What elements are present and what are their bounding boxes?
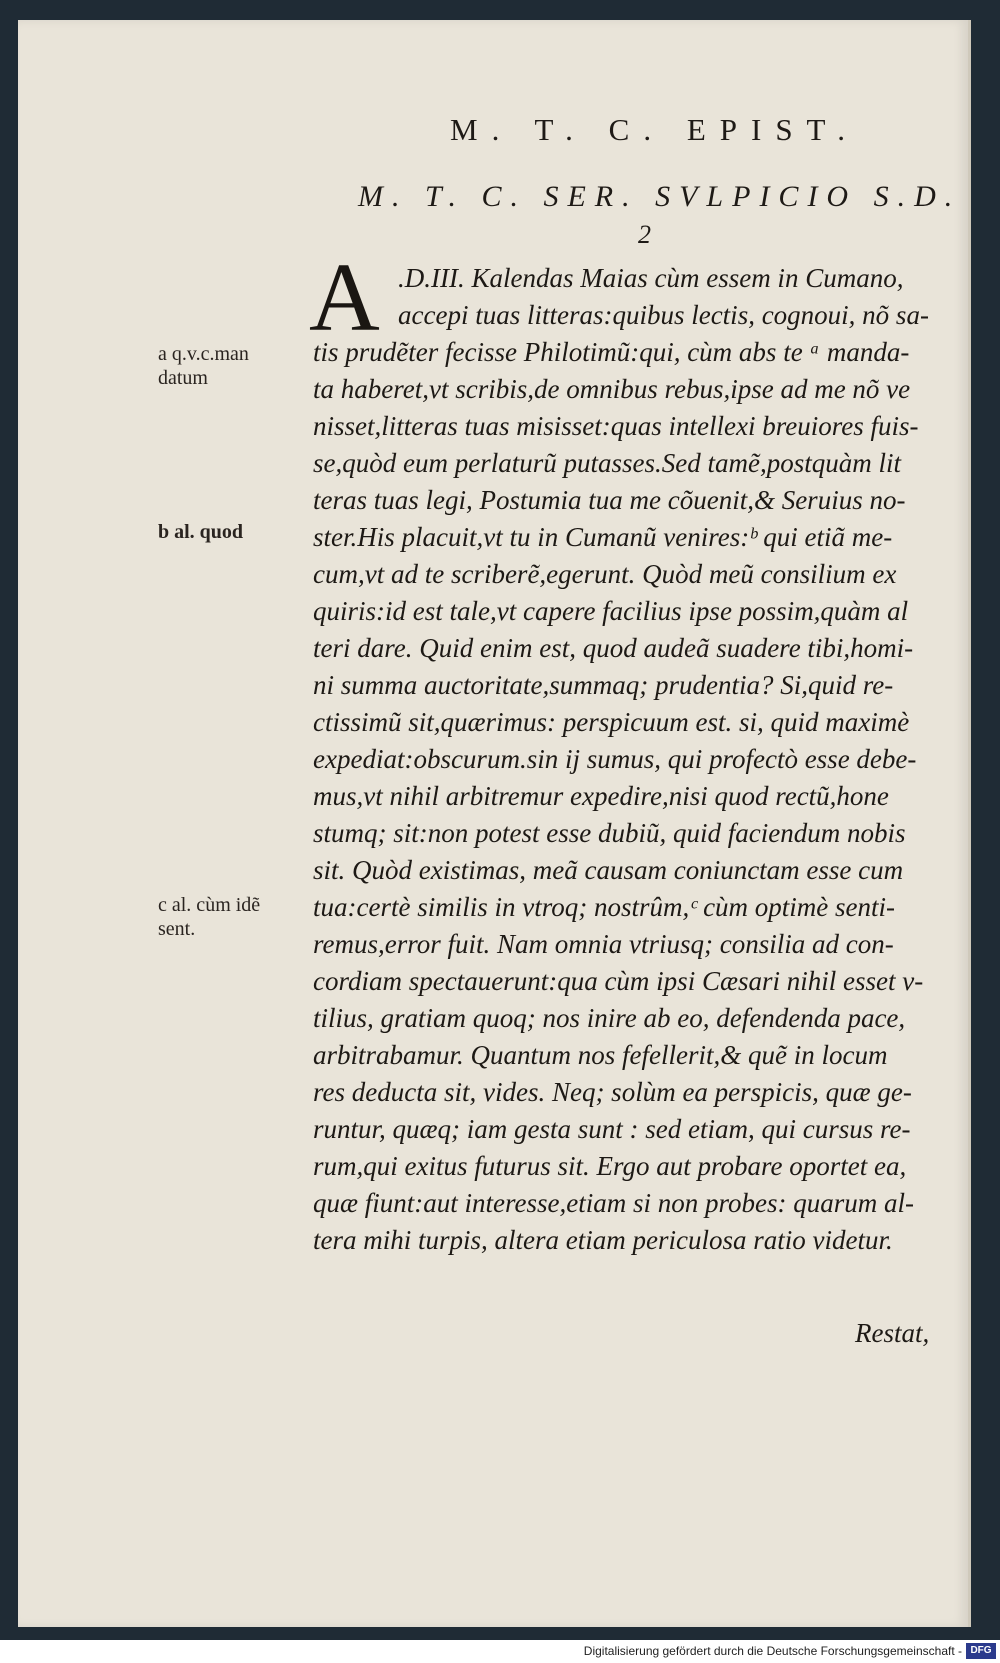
catchword: Restat, [855, 1318, 930, 1348]
margin-note-a-cont: datum [158, 367, 208, 389]
text-line: se,quòd eum perlaturũ putasses.Sed tamẽ,postquàm lit [313, 448, 901, 478]
letter-title: M. T. C. SER. SVLPICIO S.D. [358, 180, 962, 213]
text-line: remus,error fuit. Nam omnia vtriusq; consilia ad con- [313, 929, 894, 959]
margin-note-c-cont: sent. [158, 918, 196, 940]
running-head: M. T. C. EPIST. [450, 112, 859, 147]
margin-note-a: a q.v.c.man [158, 343, 249, 365]
footer-credit: Digitalisierung gefördert durch die Deutsche Forschungsgemeinschaft - [583, 1644, 962, 1658]
book-page [18, 20, 971, 1627]
footer-bar [0, 1640, 1000, 1663]
margin-note-b: b al. quod [158, 521, 244, 543]
text-line: teri dare. Quid enim est, quod audeã suadere tibi,homi- [313, 633, 914, 663]
letter-number: 2 [638, 220, 651, 249]
text-line: cum,vt ad te scriberẽ,egerunt. Quòd meũ consilium ex [313, 559, 897, 589]
text-line: ni summa auctoritate,summaq; prudentia? Si,quid re- [313, 670, 894, 700]
text-line: sit. Quòd existimas, meã causam coniunctam esse cum [313, 855, 904, 885]
text-line: rum,qui exitus futurus sit. Ergo aut probare oportet ea, [313, 1151, 907, 1181]
text-line: quiris:id est tale,vt capere facilius ipse possim,quàm al [313, 596, 909, 626]
text-line: tua:certè similis in vtroq; nostrûm,ᶜ cùm optimè senti- [313, 892, 896, 922]
text-line: runtur, quæq; iam gesta sunt : sed etiam, qui cursus re- [313, 1114, 911, 1144]
text-line: tera mihi turpis, altera etiam periculosa ratio videtur. [313, 1225, 893, 1255]
text-line: teras tuas legi, Postumia tua me cõuenit,& Seruius no- [313, 485, 906, 515]
text-line: accepi tuas litteras:quibus lectis, cognoui, nõ sa- [398, 300, 929, 330]
text-line: quæ fiunt:aut interesse,etiam si non probes: quarum al- [313, 1188, 914, 1218]
text-line: ster.His placuit,vt tu in Cumanũ venires:ᵇ qui etiã me- [313, 522, 893, 552]
text-line: mus,vt nihil arbitremur expedire,nisi quod rectũ,hone [313, 781, 889, 811]
text-line: nisset,litteras tuas misisset:quas intellexi breuiores fuis- [313, 411, 919, 441]
text-line: ctissimũ sit,quærimus: perspicuum est. si, quid maximè [313, 707, 910, 737]
text-line: stumq; sit:non potest esse dubiũ, quid faciendum nobis [313, 818, 906, 848]
margin-note-c: c al. cùm idẽ [158, 894, 261, 916]
text-line: tilius, gratiam quoq; nos inire ab eo, defendenda pace, [313, 1003, 906, 1033]
text-line: expediat:obscurum.sin ij sumus, qui profectò esse debe- [313, 744, 917, 774]
text-line: arbitrabamur. Quantum nos fefellerit,& quẽ in locum [313, 1040, 888, 1070]
dfg-logo-icon: DFG [966, 1643, 996, 1659]
text-line: ta haberet,vt scribis,de omnibus rebus,ipse ad me nõ ve [313, 374, 911, 404]
text-line: cordiam spectauerunt:qua cùm ipsi Cæsari nihil esset v- [313, 966, 924, 996]
drop-cap: A [309, 244, 380, 352]
text-line: res deducta sit, vides. Neq; solùm ea perspicis, quæ ge- [313, 1077, 912, 1107]
text-line: tis prudẽter fecisse Philotimũ:qui, cùm abs te ᵃ manda- [313, 337, 910, 367]
text-line: .D.III. Kalendas Maias cùm essem in Cumano, [398, 263, 904, 293]
